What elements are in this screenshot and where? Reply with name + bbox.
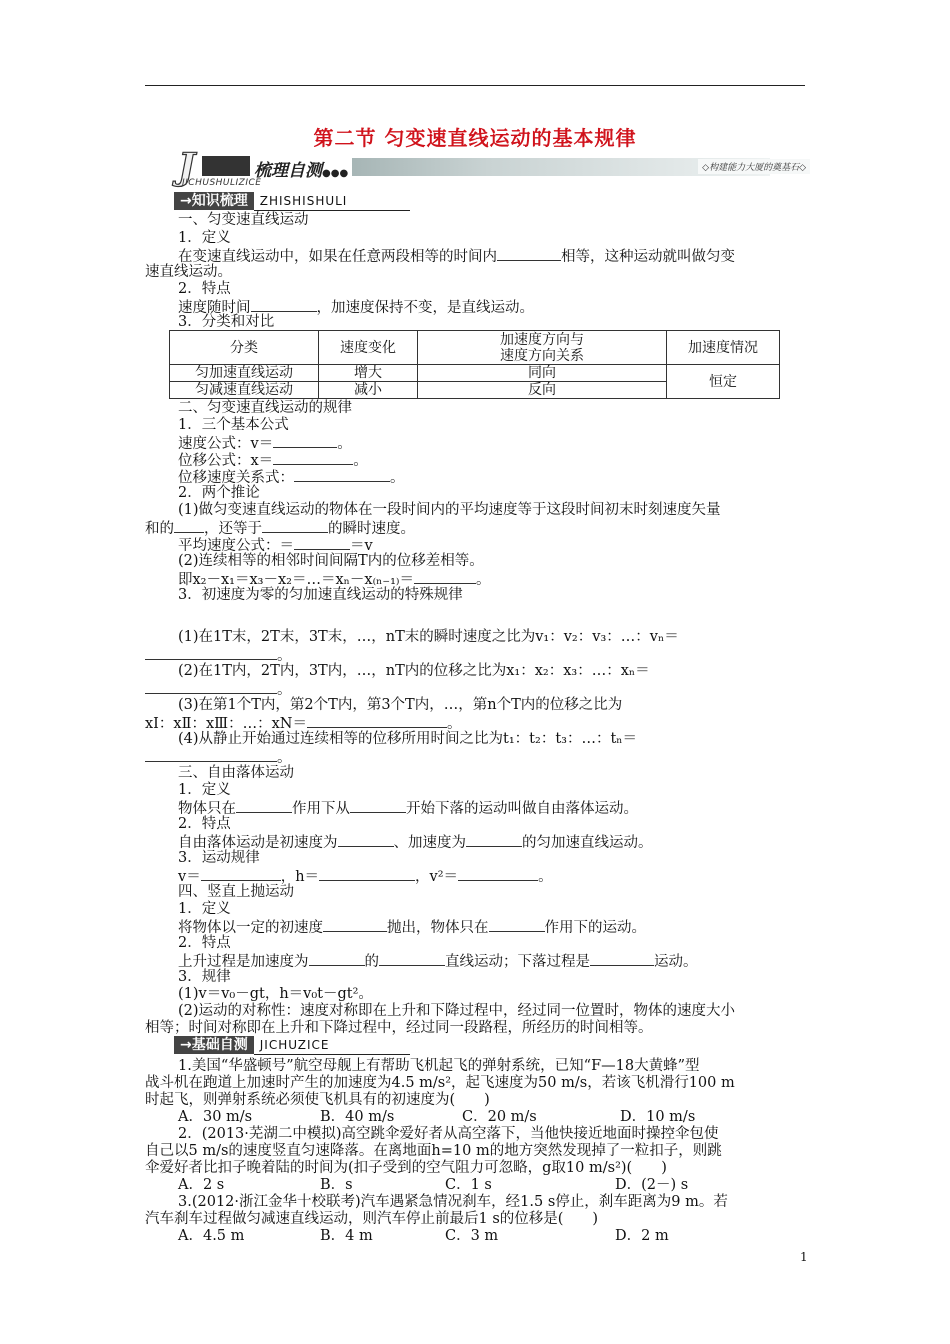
text-line: 位移速度关系式： 。 <box>178 467 405 487</box>
option-b: B．s <box>320 1177 353 1193</box>
text-line: xⅠ：xⅡ：xⅢ：…：xN＝ 。 <box>145 713 461 733</box>
text-line: (1)做匀变速直线运动的物体在一段时间内的平均速度等于这段时间初末时刻速度矢量 <box>178 502 721 518</box>
option-b: B．4 m <box>320 1228 373 1244</box>
option-c: C．3 m <box>445 1228 499 1244</box>
text-line: 。 <box>145 679 292 699</box>
question-1: 时起飞，则弹射系统必须使飞机具有的初速度为( ) <box>145 1092 490 1108</box>
banner-letter: J <box>178 146 196 188</box>
tag-pinyin: ZHISHISHULI <box>254 192 410 211</box>
section-tag-knowledge <box>174 192 410 210</box>
table-header: 加速度方向与 速度方向关系 <box>418 331 667 365</box>
text-line: 平均速度公式：＝ ＝v <box>178 535 373 555</box>
text-line: 位移公式：x＝ 。 <box>178 450 368 470</box>
subheading: 3．运动规律 <box>178 850 260 866</box>
question-3: 3.(2012·浙江金华十校联考)汽车遇紧急情况刹车，经1.5 s停止，刹车距离为9 m。若 <box>178 1194 728 1210</box>
classification-table <box>169 330 780 399</box>
text-line: 相等；时间对称即在上升和下降过程中，经过同一段路程，所经历的时间相等。 <box>145 1020 653 1036</box>
table-cell: 同向 <box>418 365 667 382</box>
section-tag-basic-test <box>174 1036 410 1054</box>
table-header: 速度变化 <box>319 331 418 365</box>
text-line: 即x₂－x₁＝x₃－x₂＝…＝xₙ－x₍ₙ₋₁₎＝ 。 <box>178 569 490 589</box>
text-line: (1)在1T末，2T末，3T末，…，nT末的瞬时速度之比为v₁：v₂：v₃：…：vₙ＝ <box>178 629 679 645</box>
text-line: (2)运动的对称性：速度对称即在上升和下降过程中，经过同一位置时，物体的速度大小 <box>178 1003 736 1019</box>
text-line: 将物体以一定的初速度 抛出，物体只在 作用下的运动。 <box>178 917 646 937</box>
subheading: 2．特点 <box>178 281 231 297</box>
subheading: 2．两个推论 <box>178 485 260 501</box>
question-1: 1.美国“华盛顿号”航空母舰上有帮助飞机起飞的弹射系统，已知“F—18大黄蜂”型 <box>178 1058 700 1074</box>
option-d: D．(2－) s <box>615 1177 689 1193</box>
subheading: 1．定义 <box>178 782 231 798</box>
text-line: 上升过程是加速度为 的 直线运动；下落过程是 运动。 <box>178 951 698 971</box>
text-line: 速度随时间 ，加速度保持不变，是直线运动。 <box>178 297 534 317</box>
subheading: 3．分类和对比 <box>178 314 275 330</box>
tag-label: →基础自测 <box>174 1036 254 1054</box>
option-c: C．20 m/s <box>462 1109 537 1125</box>
tag-pinyin: JICHUZICE <box>254 1036 410 1055</box>
option-d: D．10 m/s <box>620 1109 696 1125</box>
text-line: v＝ ，h＝ ，v²＝ 。 <box>178 866 553 886</box>
subheading: 1．定义 <box>178 230 231 246</box>
header-rule <box>145 85 805 86</box>
page-title: 第二节 匀变速直线运动的基本规律 <box>313 126 637 150</box>
heading-4: 四、竖直上抛运动 <box>178 884 294 900</box>
subheading: 2．特点 <box>178 816 231 832</box>
question-2: 2．(2013·芜湖二中模拟)高空跳伞爱好者从高空落下，当他快接近地面时操控伞包使 <box>178 1126 719 1142</box>
option-a: A．30 m/s <box>178 1109 253 1125</box>
subheading: 1．三个基本公式 <box>178 417 289 433</box>
question-2: 自己以5 m/s的速度竖直匀速降落。在离地面h=10 m的地方突然发现掉了一粒扣子，则跳 <box>145 1143 722 1159</box>
text-line: (1)v＝v₀－gt，h＝v₀t－gt²。 <box>178 986 373 1002</box>
tag-label: →知识梳理 <box>174 192 254 210</box>
text-line: 。 <box>145 747 292 767</box>
option-a: A．2 s <box>178 1177 225 1193</box>
section-banner <box>170 148 810 190</box>
option-d: D．2 m <box>615 1228 669 1244</box>
option-b: B．40 m/s <box>320 1109 395 1125</box>
subheading: 1．定义 <box>178 901 231 917</box>
text-line: 速直线运动。 <box>145 264 232 280</box>
text-line: (2)在1T内，2T内，3T内，…，nT内的位移之比为x₁：x₂：x₃：…：xₙ＝ <box>178 663 650 679</box>
table-cell: 增大 <box>319 365 418 382</box>
banner-slogan: ◇构建能力大厦的奠基石◇ <box>698 159 810 174</box>
question-1: 战斗机在跑道上加速时产生的加速度为4.5 m/s²，起飞速度为50 m/s，若该飞机滑行100 m <box>145 1075 735 1091</box>
option-a: A．4.5 m <box>178 1228 245 1244</box>
table-cell: 匀加速直线运动 <box>170 365 319 382</box>
table-cell: 匀减速直线运动 <box>170 382 319 399</box>
text-line: 速度公式：v＝ 。 <box>178 433 352 453</box>
heading-1: 一、匀变速直线运动 <box>178 212 309 228</box>
question-3: 汽车刹车过程做匀减速直线运动，则汽车停止前最后1 s的位移是( ) <box>145 1211 599 1227</box>
text-line: 在变速直线运动中，如果在任意两段相等的时间内 相等，这种运动就叫做匀变 <box>178 246 735 266</box>
subheading: 2．特点 <box>178 935 231 951</box>
banner-label: 梳理自测●●● <box>250 156 352 181</box>
text-line: (3)在第1个T内，第2个T内，第3个T内，…，第n个T内的位移之比为 <box>178 697 623 713</box>
question-2: 伞爱好者比扣子晚着陆的时间为(扣子受到的空气阻力可忽略，g取10 m/s²)( ) <box>145 1160 667 1176</box>
text-line: 。 <box>145 645 292 665</box>
banner-pinyin: JICHUSHULIZICE <box>182 178 262 188</box>
text-line: 和的 ，还等于 的瞬时速度。 <box>145 518 415 538</box>
text-line: 自由落体运动是初速度为 、加速度为 的匀加速直线运动。 <box>178 832 653 852</box>
option-c: C．1 s <box>445 1177 492 1193</box>
subheading: 3．规律 <box>178 969 231 985</box>
table-header: 分类 <box>170 331 319 365</box>
text-line: 物体只在 作用下从 开始下落的运动叫做自由落体运动。 <box>178 798 638 818</box>
page-number: 1 <box>800 1250 808 1264</box>
text-line: (2)连续相等的相邻时间间隔T内的位移差相等。 <box>178 553 484 569</box>
table-header: 加速度情况 <box>667 331 780 365</box>
text-line: (4)从静止开始通过连续相等的位移所用时间之比为t₁：t₂：t₃：…：tₙ＝ <box>178 731 638 747</box>
table-cell: 反向 <box>418 382 667 399</box>
heading-3: 三、自由落体运动 <box>178 765 294 781</box>
heading-2: 二、匀变速直线运动的规律 <box>178 400 352 416</box>
table-cell: 减小 <box>319 382 418 399</box>
subheading: 3．初速度为零的匀加速直线运动的特殊规律 <box>178 587 463 603</box>
table-cell: 恒定 <box>667 365 780 399</box>
